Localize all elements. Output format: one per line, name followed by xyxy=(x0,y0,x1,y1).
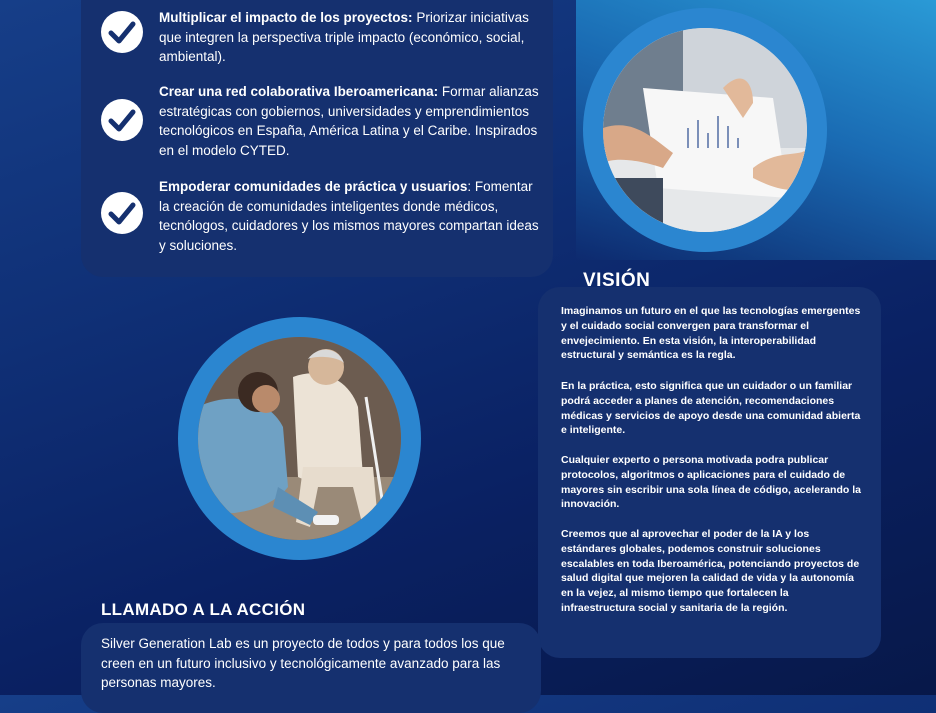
objective-body: : Fomentar la creación de comunidades inteligentes donde médicos, tecnólogos, cuidadores y los mismos mayores compartan ideas y soluciones. xyxy=(159,179,539,253)
cta-body: Silver Generation Lab es un proyecto de todos y para todos los que creen en un futuro inclusivo y tecnológicamente avanzado para las personas mayores. xyxy=(101,636,505,690)
objective-title: Crear una red colaborativa Iberoamericana: xyxy=(159,84,439,99)
objective-text xyxy=(159,8,544,67)
vision-paragraph: Cualquier experto o persona motivada podra publicar protocolos, algoritmos o aplicaciones para el cuidado de mayores sin escribir una sola línea de código, acelerando la innovación. xyxy=(561,454,861,511)
vision-title: VISIÓN xyxy=(583,270,651,291)
objective-body: Formar alianzas estratégicas con gobiernos, universidades y emprendimientos tecnológicos en España, América Latina y el Caribe. Inspirados en el modelo CYTED. xyxy=(159,84,539,158)
objective-text xyxy=(159,82,544,160)
vision-paragraph: En la práctica, esto significa que un cuidador o un familiar podrá acceder a planes de atención, recomendaciones médicas y servicios de apoyo desde una comunidad abierta e inteligente. xyxy=(561,380,861,437)
document-review-photo-frame xyxy=(583,8,827,252)
cta-card xyxy=(81,623,541,713)
check-circle-icon xyxy=(101,99,143,141)
document-review-photo xyxy=(603,28,807,232)
objective-text xyxy=(159,177,544,255)
objective-title: Multiplicar el impacto de los proyectos: xyxy=(159,10,413,25)
check-circle-icon xyxy=(101,192,143,234)
caregiver-photo xyxy=(198,337,401,540)
objectives-card xyxy=(81,0,553,277)
vision-paragraph: Creemos que al aprovechar el poder de la IA y los estándares globales, podemos construir soluciones escalables en toda Iberoamérica, potenciando proyectos de salud digital que mejoren la calidad de vida y la autonomía en la vejez, al mismo tiempo que fortalecen la infraestructura social y sanitaria de la región. xyxy=(561,528,860,614)
check-circle-icon xyxy=(101,11,143,53)
objective-title: Empoderar comunidades de práctica y usuarios xyxy=(159,179,468,194)
caregiver-photo-frame xyxy=(178,317,421,560)
vision-paragraph: Imaginamos un futuro en el que las tecnologías emergentes y el cuidado social convergen para transformar el envejecimiento. En esta visión, la interoperabilidad estructural y semántica es la regla. xyxy=(561,305,861,362)
vision-card xyxy=(538,287,881,658)
objective-body: Priorizar iniciativas que integren la perspectiva triple impacto (económico, social, ambiental). xyxy=(159,10,529,64)
cta-title: LLAMADO A LA ACCIÓN xyxy=(101,600,306,619)
